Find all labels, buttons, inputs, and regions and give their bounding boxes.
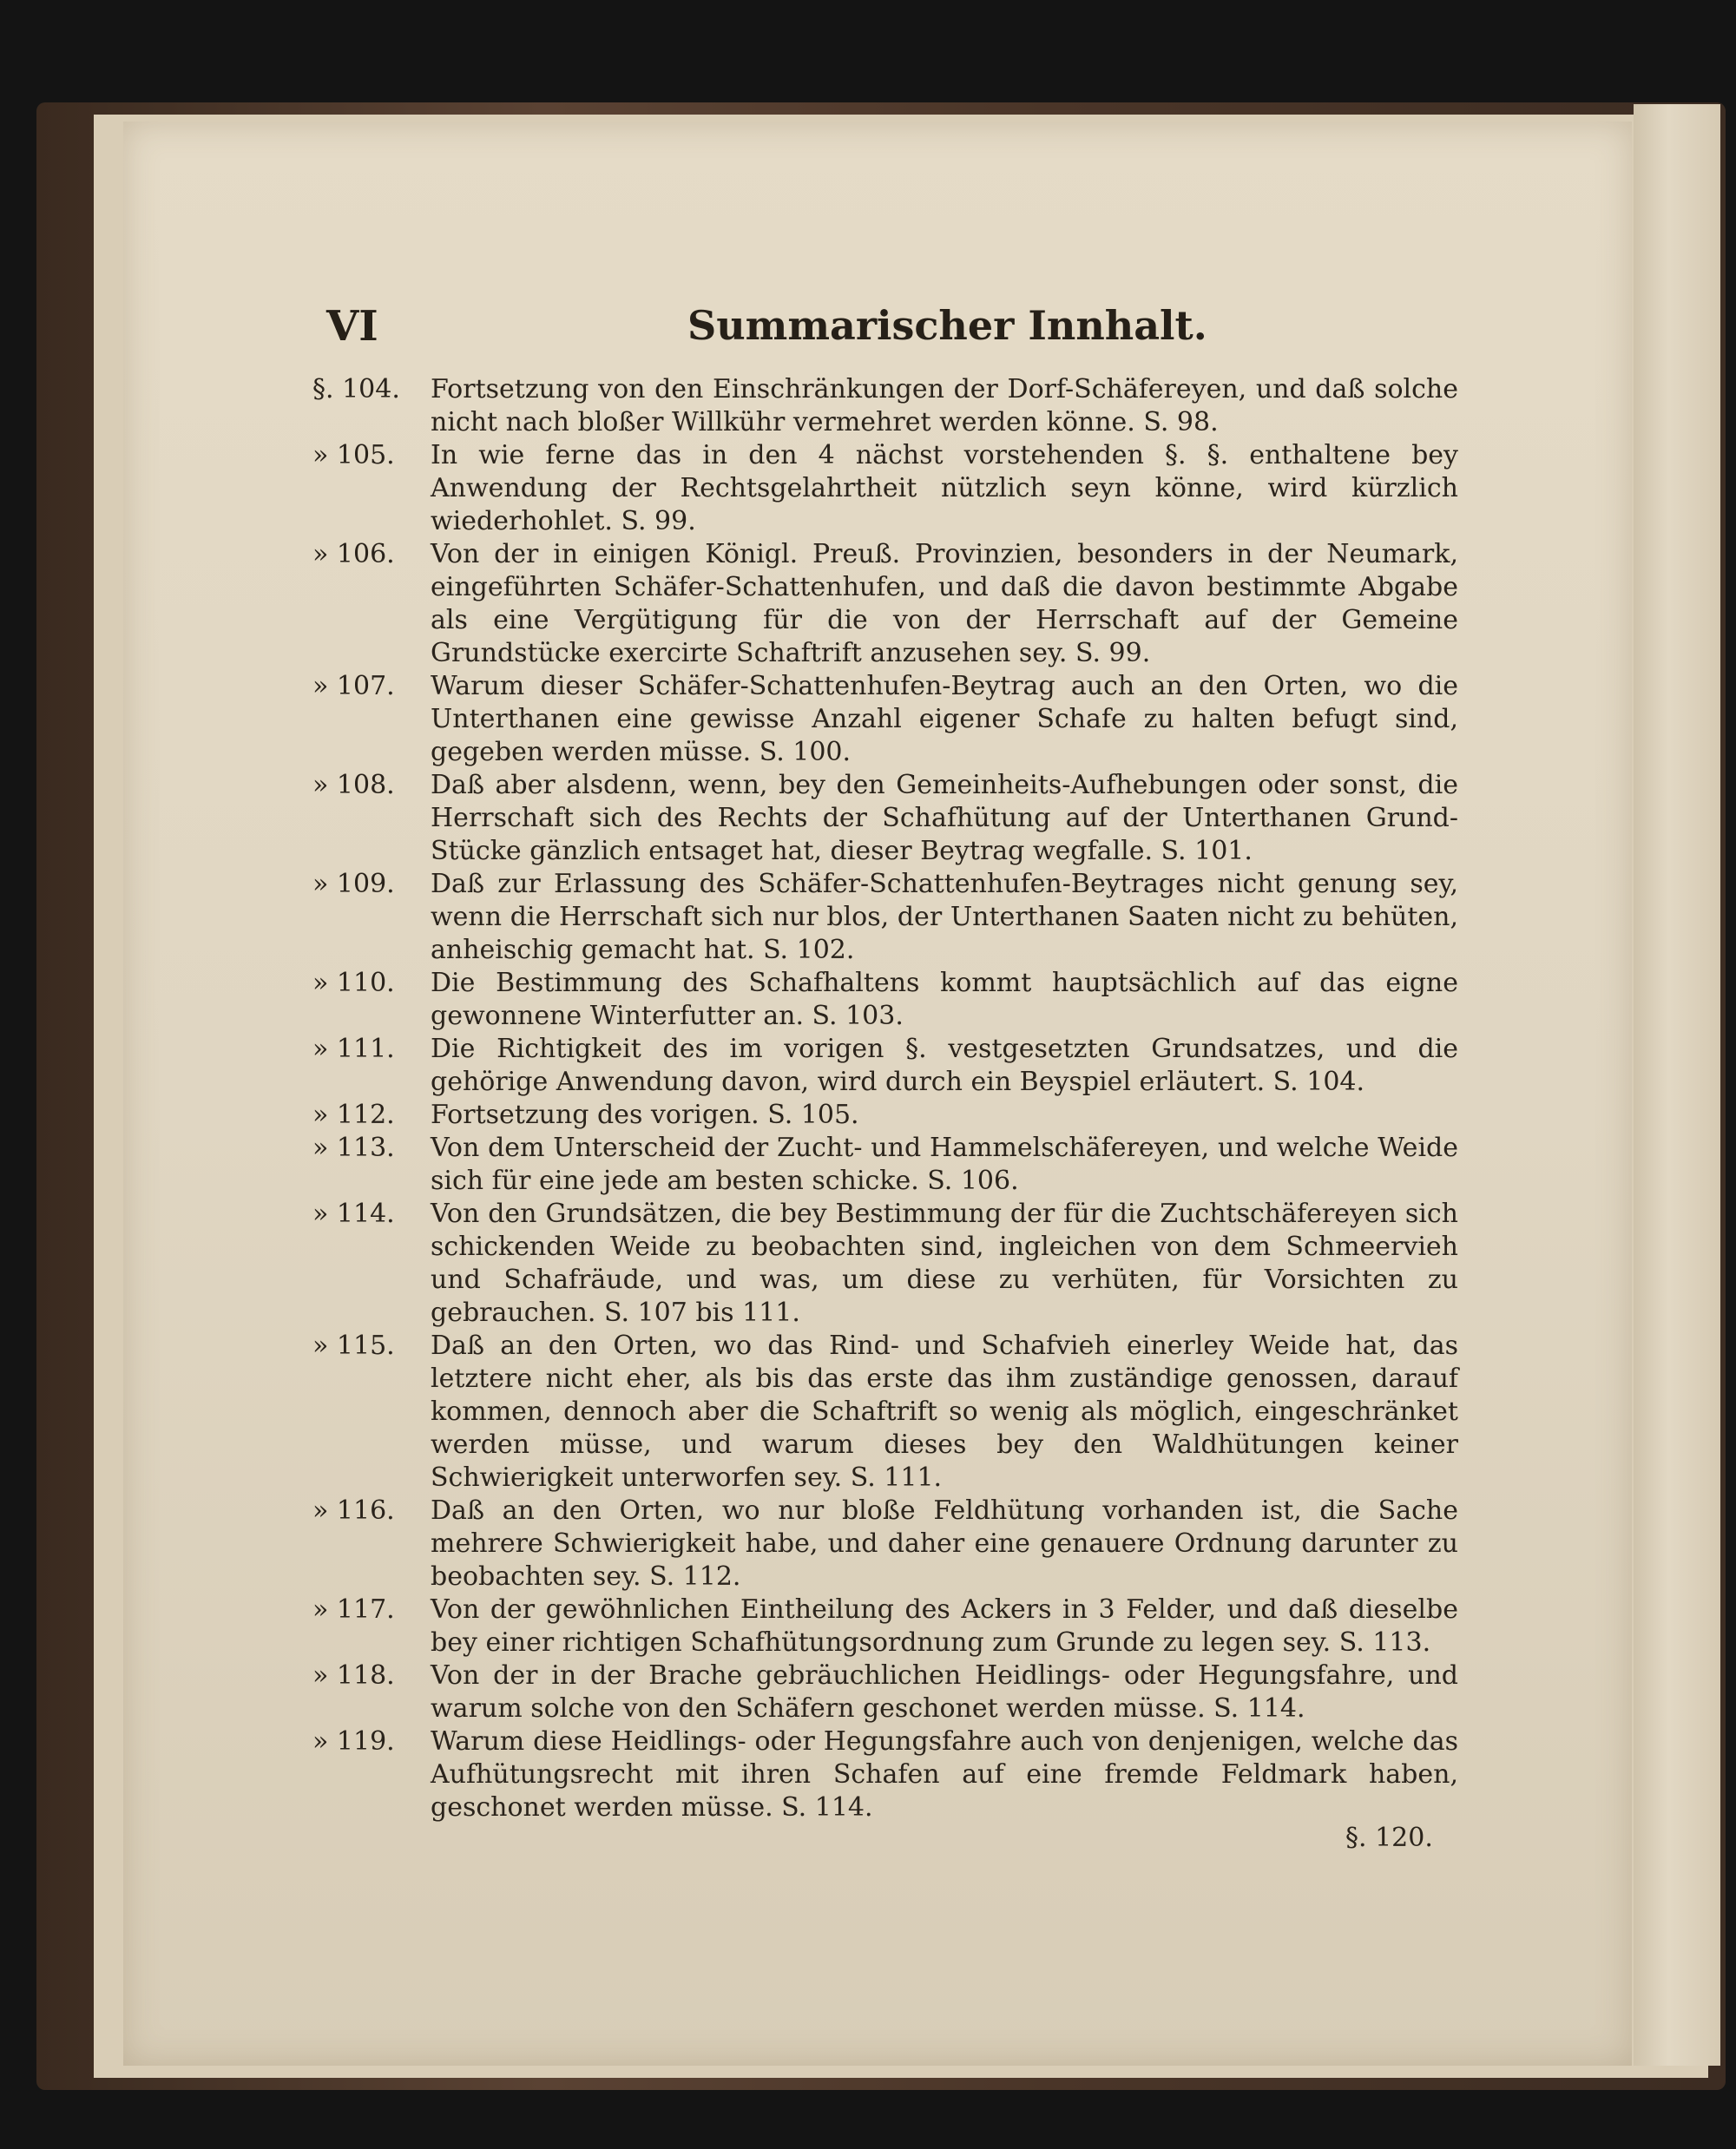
section-number: » 110.	[312, 968, 395, 998]
section-summary: Von der gewöhnlichen Eintheilung des Ackers in 3 Felder, und daß dieselbe bey einer richtigen Schafhütungsordnung zum Grunde zu legen sey. S. 113.	[431, 1594, 1458, 1658]
catchword: §. 120.	[1345, 1823, 1433, 1853]
contents-entry	[312, 1659, 1458, 1725]
section-summary: Fortsetzung von den Einschränkungen der Dorf-Schäfereyen, und daß solche nicht nach bloßer Willkühr vermehret werden könne. S. 98.	[431, 374, 1458, 437]
page-header	[326, 302, 1455, 363]
section-number: » 114.	[312, 1199, 395, 1229]
section-number: » 111.	[312, 1034, 395, 1064]
section-number: » 117.	[312, 1594, 395, 1625]
contents-entry	[312, 373, 1458, 439]
contents-entry	[312, 439, 1458, 538]
contents-entry	[312, 1495, 1458, 1594]
section-summary: Warum dieser Schäfer-Schattenhufen-Beytrag auch an den Orten, wo die Unterthanen eine gewisse Anzahl eigener Schafe zu halten befugt sind, gegeben werden müsse. S. 100.	[431, 671, 1458, 767]
section-number: » 115.	[312, 1331, 395, 1361]
section-number: » 107.	[312, 671, 395, 701]
section-summary: Daß aber alsdenn, wenn, bey den Gemeinheits-Aufhebungen oder sonst, die Herrschaft sich des Rechts der Schafhütung auf der Unterthanen Grund-Stücke gänzlich entsaget hat, dieser Beytrag wegfalle. S. 101.	[431, 770, 1458, 866]
section-number: » 118.	[312, 1660, 395, 1691]
contents-entry	[312, 670, 1458, 769]
section-number: » 113.	[312, 1133, 395, 1163]
contents-entry	[312, 967, 1458, 1033]
section-number: » 108.	[312, 770, 395, 800]
contents-entry	[312, 1033, 1458, 1099]
section-number: §. 104.	[312, 374, 400, 404]
section-summary: Daß an den Orten, wo nur bloße Feldhütung vorhanden ist, die Sache mehrere Schwierigkeit habe, und daher eine genauere Ordnung darunter zu beobachten sey. S. 112.	[431, 1495, 1458, 1592]
contents-list	[312, 373, 1458, 1824]
section-summary: Von dem Unterscheid der Zucht- und Hammelschäfereyen, und welche Weide sich für eine jede am besten schicke. S. 106.	[431, 1133, 1458, 1196]
contents-entry	[312, 538, 1458, 670]
contents-entry	[312, 1198, 1458, 1330]
contents-entry	[312, 868, 1458, 967]
facing-page-edge	[1634, 104, 1720, 2066]
section-number: » 116.	[312, 1495, 395, 1526]
contents-entry	[312, 1594, 1458, 1659]
section-summary: Von der in der Brache gebräuchlichen Heidlings- oder Hegungsfahre, und warum solche von den Schäfern geschonet werden müsse. S. 114.	[431, 1660, 1458, 1724]
section-summary: In wie ferne das in den 4 nächst vorstehenden §. §. enthaltene bey Anwendung der Rechtsgelahrtheit nützlich seyn könne, wird kürzlich wiederhohlet. S. 99.	[431, 440, 1458, 536]
running-title: Summarischer Innhalt.	[687, 302, 1207, 349]
section-number: » 106.	[312, 539, 395, 569]
section-number: » 112.	[312, 1100, 395, 1130]
contents-entry	[312, 1725, 1458, 1824]
section-number: » 105.	[312, 440, 395, 470]
section-summary: Daß an den Orten, wo das Rind- und Schafvieh einerley Weide hat, das letztere nicht eher, als bis das erste das ihm zuständige genossen, darauf kommen, dennoch aber die Schaftrift so wenig als möglich, eingeschränket werden müsse, und warum dieses bey den Waldhütungen keiner Schwierigkeit unterworfen sey. S. 111.	[431, 1331, 1458, 1493]
section-summary: Von der in einigen Königl. Preuß. Provinzien, besonders in der Neumark, eingeführten Schäfer-Schattenhufen, und daß die davon bestimmte Abgabe als eine Vergütigung für die von der Herrschaft auf der Gemeine Grundstücke exercirte Schaftrift anzusehen sey. S. 99.	[431, 539, 1458, 668]
contents-entry	[312, 1330, 1458, 1495]
page-number: VI	[326, 302, 378, 351]
section-summary: Von den Grundsätzen, die bey Bestimmung der für die Zuchtschäfereyen sich schickenden Weide zu beobachten sind, ingleichen von dem Schmeervieh und Schafräude, und was, um diese zu verhüten, für Vorsichten zu gebrauchen. S. 107 bis 111.	[431, 1199, 1458, 1328]
section-number: » 119.	[312, 1726, 395, 1757]
section-summary: Die Richtigkeit des im vorigen §. vestgesetzten Grundsatzes, und die gehörige Anwendung davon, wird durch ein Beyspiel erläutert. S. 104.	[431, 1034, 1458, 1097]
section-number: » 109.	[312, 869, 395, 899]
section-summary: Fortsetzung des vorigen. S. 105.	[431, 1100, 859, 1130]
section-summary: Warum diese Heidlings- oder Hegungsfahre auch von denjenigen, welche das Aufhütungsrecht mit ihren Schafen auf eine fremde Feldmark haben, geschonet werden müsse. S. 114.	[431, 1726, 1458, 1823]
contents-entry	[312, 1099, 1458, 1132]
contents-entry	[312, 1132, 1458, 1198]
section-summary: Daß zur Erlassung des Schäfer-Schattenhufen-Beytrages nicht genung sey, wenn die Herrschaft sich nur blos, der Unterthanen Saaten nicht zu behüten, anheischig gemacht hat. S. 102.	[431, 869, 1458, 965]
section-summary: Die Bestimmung des Schafhaltens kommt hauptsächlich auf das eigne gewonnene Winterfutter an. S. 103.	[431, 968, 1458, 1031]
contents-entry	[312, 769, 1458, 868]
